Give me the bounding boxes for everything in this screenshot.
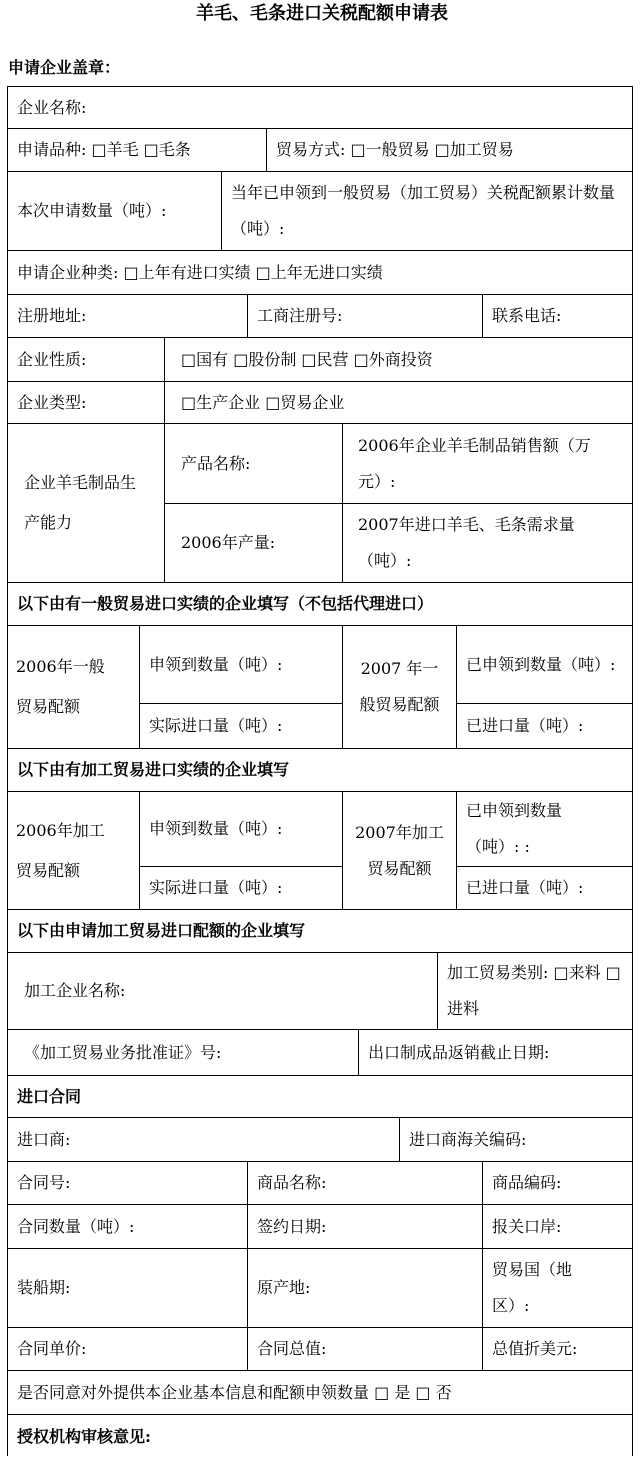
general-actual-import-field[interactable] <box>140 704 343 749</box>
unit-price-field[interactable] <box>8 1328 248 1371</box>
processing-company-name-field[interactable] <box>8 953 438 1030</box>
general-actual-import-label: 实际进口量（吨）: <box>149 716 283 735</box>
general-obtained-2007-label: 已申领到数量（吨）: <box>466 654 616 674</box>
processing-quota-2007-label: 2007年加工贸易配额 <box>343 792 457 910</box>
processing-obtained-qty-field[interactable] <box>140 792 343 867</box>
consent-label: 是否同意对外提供本企业基本信息和配额申领数量 □ 是 □ 否 <box>17 1382 452 1402</box>
trade-mode-field[interactable] <box>267 129 632 172</box>
processing-imported-2007-label: 已进口量（吨）: <box>466 878 584 897</box>
general-trade-header: 以下由有一般贸易进口实绩的企业填写（不包括代理进口） <box>8 583 632 626</box>
nature-options[interactable]: □国有 □股份制 □民营 □外商投资 <box>165 338 632 382</box>
usd-value-label: 总值折美元: <box>492 1339 578 1358</box>
biz-reg-no-field[interactable] <box>248 295 483 338</box>
contract-qty-label: 合同数量（吨）: <box>17 1216 135 1236</box>
sign-date-field[interactable] <box>248 1205 483 1249</box>
company-category-field[interactable] <box>8 251 632 295</box>
processing-quota-2006-label: 2006年加工贸易配额 <box>8 792 140 910</box>
processing-category-label: 加工贸易类别: □来料 □进料 <box>447 963 621 1018</box>
phone-label: 联系电话: <box>492 306 562 325</box>
port-label: 报关口岸: <box>492 1216 562 1236</box>
demand-2007-field[interactable] <box>343 504 632 583</box>
contract-header: 进口合同 <box>8 1076 632 1118</box>
processing-trade-header: 以下由有加工贸易进口实绩的企业填写 <box>8 749 632 792</box>
deadline-label: 出口制成品返销截止日期: <box>368 1042 550 1062</box>
output-2006-label: 2006年产量: <box>181 533 276 552</box>
processing-actual-import-label: 实际进口量（吨）: <box>149 878 283 897</box>
processing-obtained-2007-field[interactable] <box>457 792 632 867</box>
apply-variety-label: 申请品种: □羊毛 □毛条 <box>17 140 191 159</box>
seal-label: 申请企业盖章： <box>8 58 121 77</box>
trade-country-field[interactable] <box>483 1249 632 1328</box>
goods-name-label: 商品名称: <box>257 1173 327 1192</box>
general-obtained-qty-field[interactable] <box>140 626 343 704</box>
application-form-table <box>7 86 633 1456</box>
review-opinion-field[interactable] <box>8 1415 632 1459</box>
origin-label: 原产地: <box>257 1278 311 1297</box>
output-2006-field[interactable] <box>165 504 343 583</box>
consent-field[interactable] <box>8 1371 632 1415</box>
processing-imported-2007-field[interactable] <box>457 867 632 910</box>
importer-label: 进口商: <box>17 1129 71 1149</box>
apply-variety-field[interactable] <box>8 129 267 172</box>
contract-qty-field[interactable] <box>8 1205 248 1249</box>
trade-country-label: 贸易国（地区）: <box>492 1260 573 1315</box>
phone-field[interactable] <box>483 295 632 338</box>
total-value-label: 合同总值: <box>257 1339 327 1358</box>
apply-processing-header: 以下由申请加工贸易进口配额的企业填写 <box>8 910 632 953</box>
product-name-label: 产品名称: <box>181 453 251 473</box>
capacity-label: 企业羊毛制品生产能力 <box>8 424 165 583</box>
cumulative-qty-field[interactable] <box>222 172 632 251</box>
general-quota-2007-label: 2007 年一般贸易配额 <box>343 626 457 749</box>
origin-field[interactable] <box>248 1249 483 1328</box>
customs-code-label: 进口商海关编码: <box>409 1129 527 1149</box>
processing-category-field[interactable] <box>438 953 632 1030</box>
demand-2007-label: 2007年进口羊毛、毛条需求量（吨）: <box>358 515 575 570</box>
apply-qty-field[interactable] <box>8 172 222 251</box>
general-quota-2006-label: 2006年一般贸易配额 <box>8 626 140 749</box>
general-imported-2007-label: 已进口量（吨）: <box>466 716 584 735</box>
company-name-field[interactable] <box>8 87 632 129</box>
goods-code-field[interactable] <box>483 1162 632 1205</box>
sign-date-label: 签约日期: <box>257 1216 327 1236</box>
processing-actual-import-field[interactable] <box>140 867 343 910</box>
contract-no-label: 合同号: <box>17 1173 71 1192</box>
general-obtained-2007-field[interactable] <box>457 626 632 704</box>
company-category-label: 申请企业种类: □上年有进口实绩 □上年无进口实绩 <box>17 262 383 282</box>
type-options[interactable]: □生产企业 □贸易企业 <box>165 382 632 424</box>
usd-value-field[interactable] <box>483 1328 632 1371</box>
unit-price-label: 合同单价: <box>17 1339 87 1358</box>
biz-reg-no-label: 工商注册号: <box>257 306 343 325</box>
shipment-field[interactable] <box>8 1249 248 1328</box>
goods-code-label: 商品编码: <box>492 1173 562 1192</box>
nature-label: 企业性质: <box>8 338 165 382</box>
type-label: 企业类型: <box>8 382 165 424</box>
trade-mode-label: 贸易方式: □一般贸易 □加工贸易 <box>276 140 514 159</box>
customs-code-field[interactable] <box>400 1118 632 1162</box>
deadline-field[interactable] <box>359 1030 632 1076</box>
permit-no-field[interactable] <box>8 1030 359 1076</box>
shipment-label: 装船期: <box>17 1278 71 1297</box>
permit-no-label: 《加工贸易业务批准证》号: <box>24 1042 222 1062</box>
sales-2006-field[interactable] <box>343 424 632 504</box>
general-imported-2007-field[interactable] <box>457 704 632 749</box>
general-obtained-qty-label: 申领到数量（吨）: <box>149 654 283 674</box>
processing-obtained-2007-label: 已申领到数量（吨）: : <box>466 801 563 856</box>
port-field[interactable] <box>483 1205 632 1249</box>
importer-field[interactable] <box>8 1118 400 1162</box>
processing-company-name-label: 加工企业名称: <box>24 981 126 1000</box>
review-opinion-label: 授权机构审核意见: <box>17 1427 151 1446</box>
apply-qty-label: 本次申请数量（吨）: <box>17 201 167 220</box>
company-name-label: 企业名称: <box>17 97 87 117</box>
processing-obtained-qty-label: 申领到数量（吨）: <box>149 819 283 838</box>
product-name-field[interactable] <box>165 424 343 504</box>
reg-address-field[interactable] <box>8 295 248 338</box>
cumulative-qty-label: 当年已申领到一般贸易（加工贸易）关税配额累计数量（吨）: <box>231 183 616 238</box>
form-title: 羊毛、毛条进口关税配额申请表 <box>196 3 448 24</box>
total-value-field[interactable] <box>248 1328 483 1371</box>
contract-no-field[interactable] <box>8 1162 248 1205</box>
reg-address-label: 注册地址: <box>17 306 87 325</box>
goods-name-field[interactable] <box>248 1162 483 1205</box>
sales-2006-label: 2006年企业羊毛制品销售额（万元）: <box>358 435 591 491</box>
